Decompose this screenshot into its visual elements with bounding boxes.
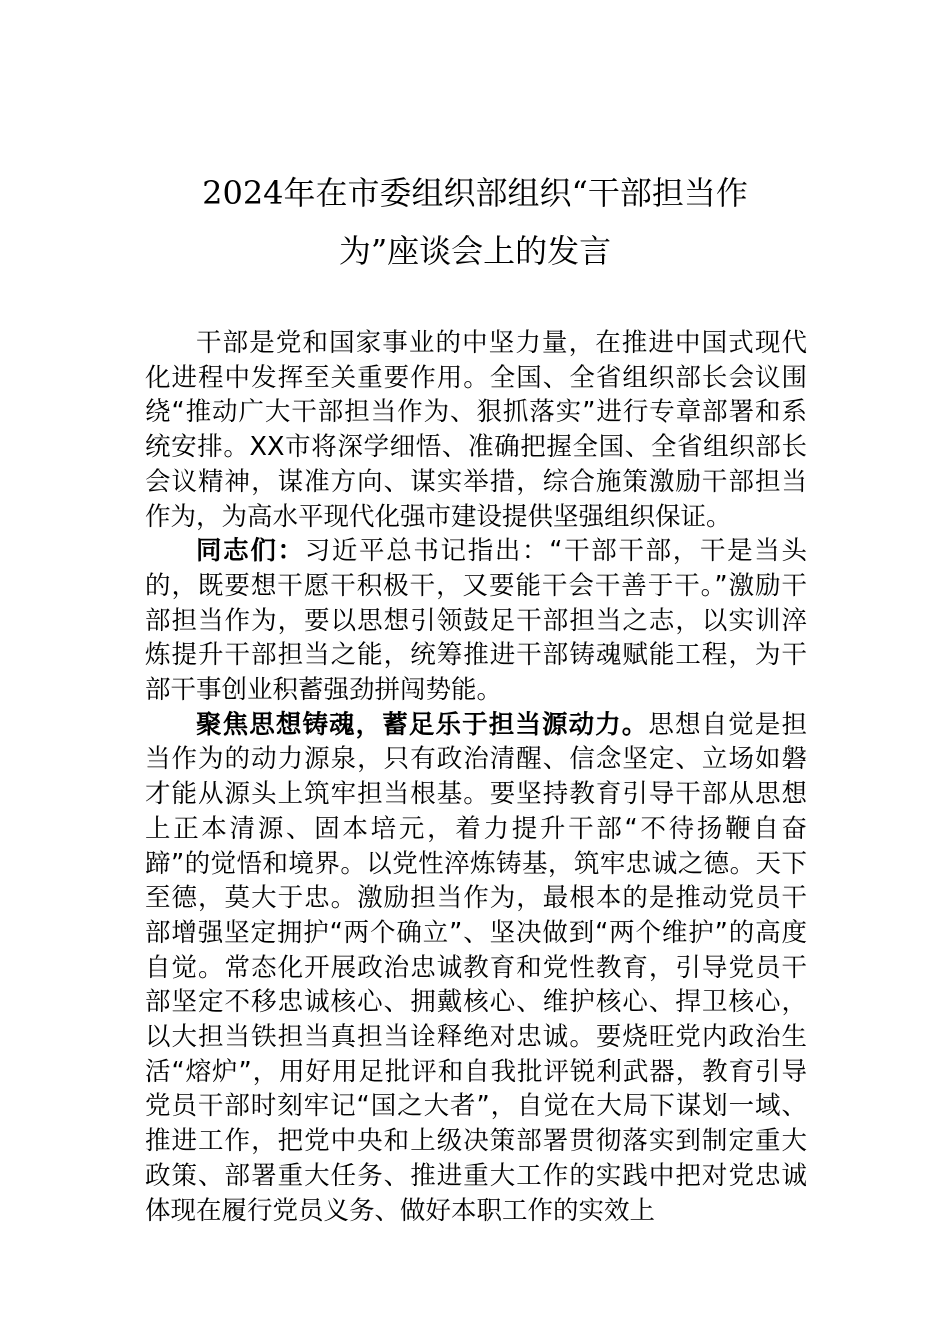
paragraph-lead: 聚焦思想铸魂，蓄足乐于担当源动力。 <box>196 709 649 740</box>
paragraph-greeting <box>145 534 807 708</box>
paragraph-intro <box>145 326 807 534</box>
paragraph-text: 干部是党和国家事业的中坚力量，在推进中国式现代化进程中发挥至关重要作用。全国、全省组织部长会议围绕“推动广大干部担当作为、狠抓落实”进行专章部署和系统安排。XX市将深学细悟、准确把握全国、全省组织部长会议精神，谋准方向、谋实举措，综合施策激励干部担当作为，为高水平现代化强市建设提供坚强组织保证。 <box>145 328 807 532</box>
document-title <box>145 164 805 280</box>
title-line-1: 2024年在市委组织部组织“干部担当作 <box>202 174 748 212</box>
paragraph-section-1 <box>145 708 807 1229</box>
paragraph-lead: 同志们： <box>196 536 305 567</box>
paragraph-text: 习近平总书记指出：“干部干部，干是当头的，既要想干愿干积极干，又要能干会干善于干。”激励干部担当作为，要以思想引领鼓足干部担当之志，以实训淬炼提升干部担当之能，统筹推进干部铸魂赋能工程，为干部干事创业积蓄强劲拼闯势能。 <box>145 536 807 706</box>
paragraph-text: 思想自觉是担当作为的动力源泉，只有政治清醒、信念坚定、立场如磐才能从源头上筑牢担当根基。要坚持教育引导干部从思想上正本清源、固本培元，着力提升干部“不待扬鞭自奋蹄”的觉悟和境界。以党性淬炼铸基，筑牢忠诚之德。天下至德，莫大于忠。激励担当作为，最根本的是推动党员干部增强坚定拥护“两个确立”、坚决做到“两个维护”的高度自觉。常态化开展政治忠诚教育和党性教育，引导党员干部坚定不移忠诚核心、拥戴核心、维护核心、捍卫核心，以大担当铁担当真担当诠释绝对忠诚。要烧旺党内政治生活“熔炉”，用好用足批评和自我批评锐利武器，教育引导党员干部时刻牢记“国之大者”，自觉在大局下谋划一域、推进工作，把党中央和上级决策部署贯彻落实到制定重大政策、部署重大任务、推进重大工作的实践中把对党忠诚体现在履行党员义务、做好本职工作的实效上 <box>145 709 807 1226</box>
document-body <box>145 326 807 1228</box>
title-line-2: 为”座谈会上的发言 <box>338 232 612 270</box>
